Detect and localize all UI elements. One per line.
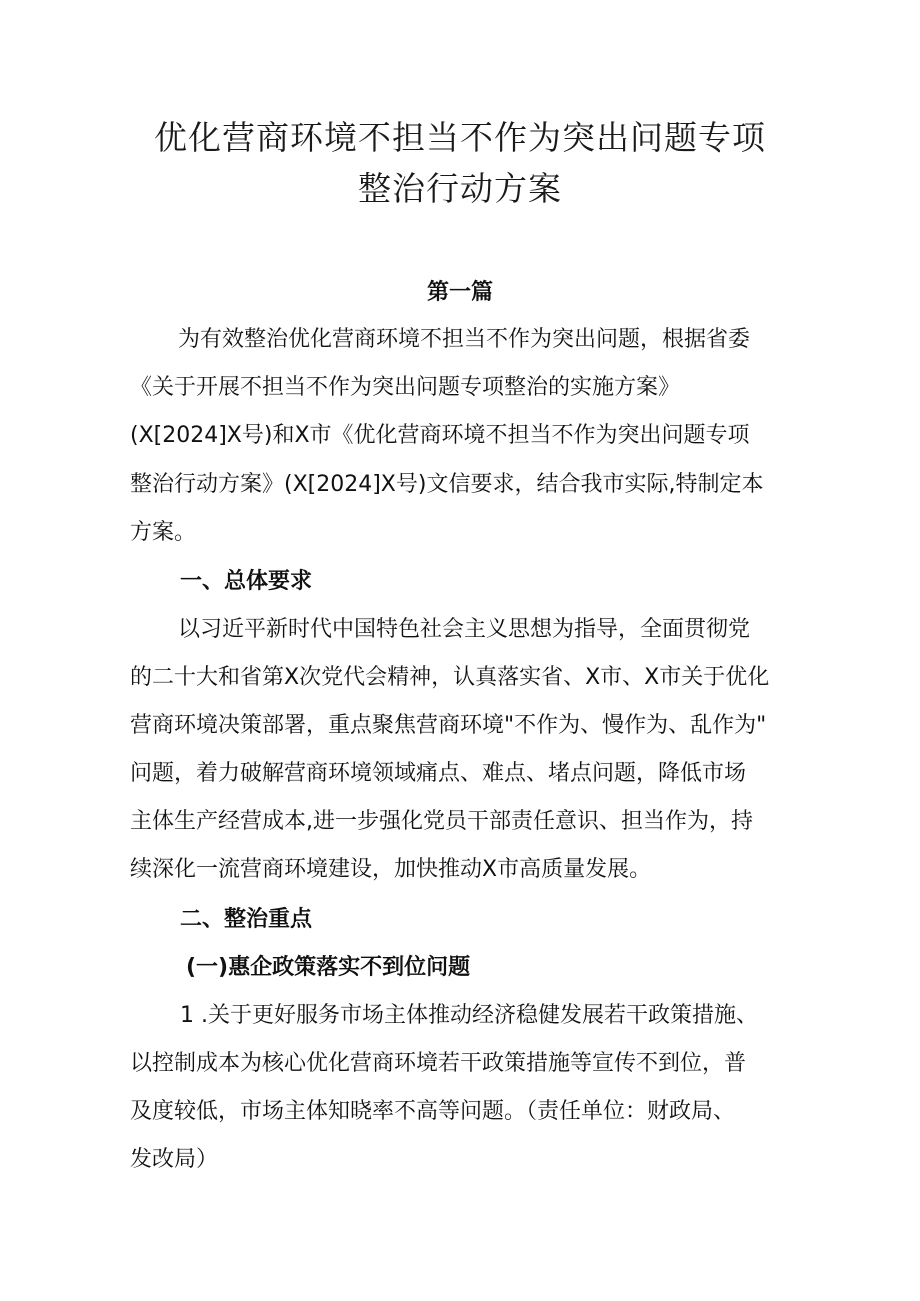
document-title-line2: 整治行动方案 — [358, 169, 562, 208]
item1-line: 及度较低，市场主体知晓率不高等问题。（责任单位：财政局、 — [130, 1099, 736, 1124]
item1-line: 以控制成本为核心优化营商环境若干政策措施等宣传不到位，普 — [130, 1051, 747, 1076]
item1-line: 1 .关于更好服务市场主体推动经济稳健发展若干政策措施、 — [180, 1003, 758, 1028]
intro-line: 方案。 — [130, 520, 197, 545]
chapter-heading: 第一篇 — [426, 280, 493, 305]
section1-heading: 一、总体要求 — [180, 569, 313, 594]
section1-line: 续深化一流营商环境建设，加快推动X市高质量发展。 — [130, 857, 652, 882]
section1-line: 主体生产经营成本,进一步强化党员干部责任意识、担当作为，持 — [130, 809, 753, 834]
section1-line: 问题，着力破解营商环境领域痛点、难点、堵点问题，降低市场 — [130, 761, 747, 786]
subsection1-heading: (一)惠企政策落实不到位问题 — [186, 955, 471, 980]
intro-line: 整治行动方案》(X[2024]X号)文信要求，结合我市实际,特制定本 — [130, 472, 764, 497]
intro-line: 为有效整治优化营商环境不担当不作为突出问题，根据省委 — [178, 327, 751, 352]
intro-line: (X[2024]X号)和X市《优化营商环境不担当不作为突出问题专项 — [130, 423, 750, 448]
document-title-line1: 优化营商环境不担当不作为突出问题专项 — [154, 118, 766, 157]
section1-line: 的二十大和省第X次党代会精神，认真落实省、X市、X市关于优化 — [130, 665, 770, 690]
section1-line: 以习近平新时代中国特色社会主义思想为指导，全面贯彻党 — [178, 617, 751, 642]
section1-line: 营商环境决策部署，重点聚焦营商环境"不作为、慢作为、乱作为" — [130, 713, 767, 738]
item1-line: 发改局） — [130, 1147, 219, 1172]
section2-heading: 二、整治重点 — [180, 907, 313, 932]
intro-line: 《关于开展不担当不作为突出问题专项整治的实施方案》 — [130, 375, 681, 400]
